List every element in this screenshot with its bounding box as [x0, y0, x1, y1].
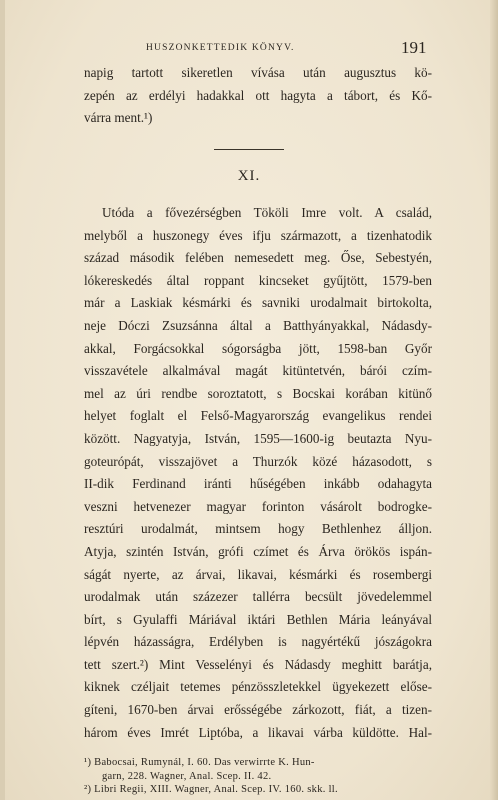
page-edge-left: [0, 0, 5, 800]
text-line: Atyja, szintén István, grófi czímet és Árva örökös ispán-: [84, 543, 432, 559]
chapter-heading: XI.: [237, 168, 261, 184]
text-line: II-dik Ferdinand iránti hűségében inkább odahagyta: [84, 476, 432, 492]
text-line: mel az úri rendbe soroztatott, s Bocskai korában kitünő: [84, 385, 432, 401]
text-line: lókereskedés által roppant kincseket gyűjtött, 1579-ben: [84, 272, 432, 288]
text-line: goteurópát, visszajövet a Thurzók közé házasodott, s: [84, 453, 432, 469]
text-line: Utóda a fővezérségben Tököli Imre volt. A család,: [102, 205, 432, 220]
footnotes: [84, 756, 432, 797]
text-line: tett szert.²) Mint Vesselényi és Nádasdy meghitt barátja,: [84, 656, 432, 672]
text-line: bírt, s Gyulaffi Máriával iktári Bethlen Mária leányával: [84, 611, 432, 627]
text-line: napig tartott sikeretlen vívása után augusztus kö-: [84, 65, 432, 80]
text-line: három éves Imrét Liptóba, a likavai várba küldötte. Hal-: [84, 724, 432, 740]
text-line: már a Laskiak késmárki és savniki urodalmait birtokolta,: [84, 295, 432, 311]
text-line: várra ment.¹): [84, 110, 153, 126]
text-line: között. Nagyatyja, István, 1595—1600-ig beutazta Nyu-: [84, 430, 432, 446]
text-line: akkal, Forgácsokkal sógorságba jött, 1598-ban Győr: [84, 340, 432, 356]
section-divider: [214, 149, 284, 150]
text-line: melyből a huszonegy éves ifju származott, a tizenhatodik: [84, 227, 432, 243]
text-line: ságát nyerte, az árvai, likavai, késmárki és rosembergi: [84, 566, 432, 582]
text-line: lépvén házasságra, Erdélyben is nagyértékű jószágokra: [84, 634, 432, 650]
footnote-line: ²) Libri Regii, XIII. Wagner, Anal. Scep. IV. 160. skk. ll.: [84, 784, 338, 796]
footnote-line: garn, 228. Wagner, Anal. Scep. II. 42.: [102, 770, 272, 782]
text-line: visszavétele alkalmával magát kitüntetvén, bárói czím-: [84, 363, 432, 379]
page-number: 191: [401, 38, 427, 57]
page-edge-right: [490, 0, 498, 800]
main-paragraph: [84, 202, 432, 744]
text-line: neje Dóczi Zsuzsánna által a Batthyányakkal, Nádasdy-: [84, 317, 432, 333]
text-line: kiknek czéljait tetemes pénzösszletekkel ügyekezett előse-: [84, 679, 432, 695]
text-line: század második felében nemesedett meg. Őse, Sebestyén,: [84, 250, 432, 266]
text-line: resztúri urodalmát, mintsem hogy Bethlenhez álljon.: [84, 521, 432, 537]
footnote-separator: [84, 746, 432, 747]
text-line: helyet foglalt el Felső-Magyarország evangelikus rendei: [84, 408, 432, 424]
text-line: zepén az erdélyi hadakkal ott hagyta a tábort, és Kő-: [84, 87, 432, 103]
intro-paragraph: [84, 62, 432, 130]
text-line: gíteni, 1670-ben árvai erősségébe zárkozott, fiát, a tizen-: [84, 702, 432, 718]
text-line: veszni hetvenezer magyar forinton vásárolt bodrogke-: [84, 498, 432, 514]
running-head: HUSZONKETTEDIK KÖNYV.: [146, 43, 295, 53]
footnote-line: ¹) Babocsai, Rumynál, I. 60. Das verwirrte K. Hun-: [84, 757, 315, 768]
text-line: urodalmak után százezer tallérra becsült jövedelemmel: [84, 589, 432, 605]
